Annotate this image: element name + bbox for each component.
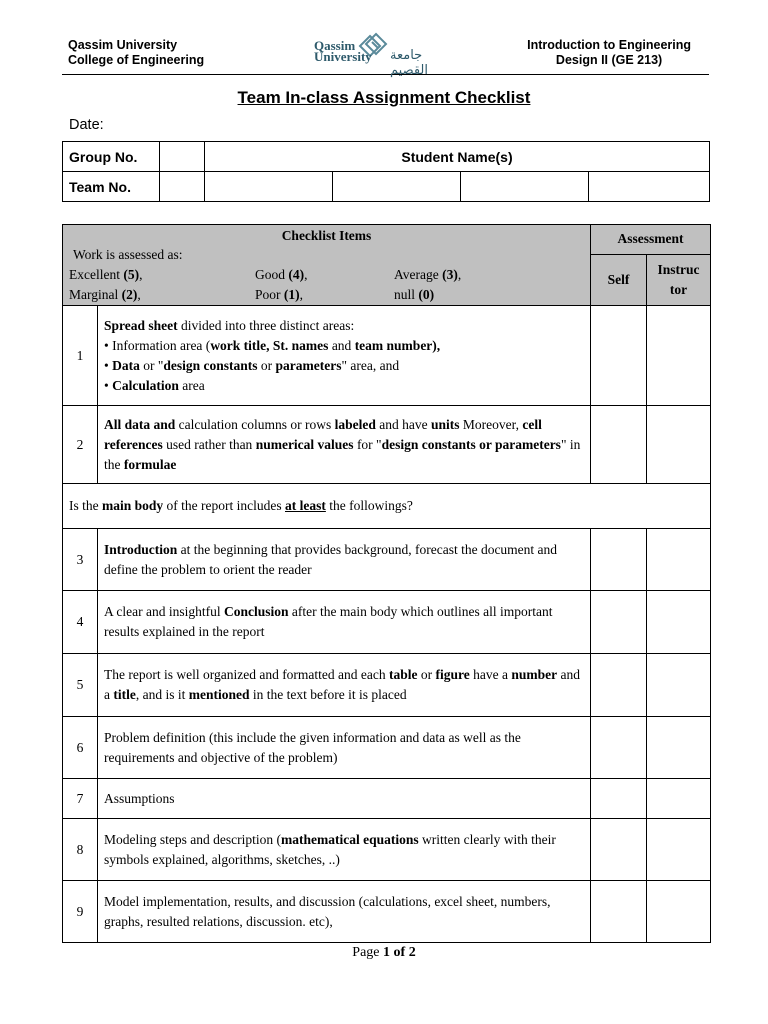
assessment-scale <box>69 265 584 305</box>
table-row <box>63 819 711 881</box>
scale-item: Excellent (5), <box>69 267 143 282</box>
self-score-cell[interactable] <box>591 591 647 654</box>
self-score-cell[interactable] <box>591 529 647 591</box>
item-number: 4 <box>63 591 98 654</box>
table-row <box>63 779 711 819</box>
page-of: of <box>393 945 406 960</box>
instructor-score-cell[interactable] <box>647 819 711 881</box>
course-name <box>527 38 691 68</box>
item-number: 6 <box>63 717 98 779</box>
instructor-score-cell[interactable] <box>647 591 711 654</box>
item-number: 1 <box>63 306 98 406</box>
table-row <box>63 654 711 717</box>
item-text: Problem definition (this include the given information and data as well as the requirements and objective of the problem) <box>98 717 591 779</box>
item-number: 7 <box>63 779 98 819</box>
course-line2: Design II (GE 213) <box>555 53 663 67</box>
table-row <box>63 591 711 654</box>
table-row <box>63 306 711 406</box>
page-title: Team In-class Assignment Checklist <box>237 88 531 107</box>
checklist-table <box>62 224 711 943</box>
instructor-score-cell[interactable] <box>647 529 711 591</box>
instructor-score-cell[interactable] <box>647 779 711 819</box>
item-text: A clear and insightful Conclusion after the main body which outlines all important results explained in the report <box>98 591 591 654</box>
item-number: 8 <box>63 819 98 881</box>
section-text: Is the main body of the report includes at least the followings? <box>63 484 711 529</box>
item-number: 2 <box>63 406 98 484</box>
item-text: Model implementation, results, and discussion (calculations, excel sheet, numbers, graphs, resulted relations, discussion. etc), <box>98 881 591 943</box>
self-label: Self <box>591 254 647 305</box>
logo-arabic: جامعة القصيم <box>390 48 428 78</box>
page-number: 1 <box>383 945 391 960</box>
page-prefix: Page <box>352 945 380 960</box>
item-number: 5 <box>63 654 98 717</box>
self-score-cell[interactable] <box>591 717 647 779</box>
student-names-label: Student Name(s) <box>205 142 710 172</box>
item-text: Modeling steps and description (mathematical equations written clearly with their symbols explained, algorithms, sketches, ..) <box>98 819 591 881</box>
item-text: All data and calculation columns or rows labeled and have units Moreover, cell references used rather than numerical values for "design constants or parameters" in the formulae <box>98 406 591 484</box>
item-text: Introduction at the beginning that provides background, forecast the document and define the problem to orient the reader <box>98 529 591 591</box>
student-name-field[interactable] <box>589 172 710 202</box>
scale-item: Poor (1), <box>255 287 304 302</box>
student-name-field[interactable] <box>461 172 589 202</box>
table-row <box>63 881 711 943</box>
course-line1: Introduction to Engineering <box>527 38 691 52</box>
self-score-cell[interactable] <box>591 779 647 819</box>
team-no-field[interactable] <box>160 172 205 202</box>
university-line: Qassim University <box>68 38 178 52</box>
college-line: College of Engineering <box>68 53 205 67</box>
university-logo <box>310 30 450 78</box>
item-text: The report is well organized and formatted and each table or figure have a number and a title, and is it mentioned in the text before it is placed <box>98 654 591 717</box>
checklist-header <box>63 225 591 306</box>
instructor-line2: tor <box>669 281 688 297</box>
item-text: Assumptions <box>98 779 591 819</box>
table-row <box>63 717 711 779</box>
logo-text-line2: University <box>314 49 372 64</box>
section-row <box>63 484 711 529</box>
assessment-label: Assessment <box>591 225 711 255</box>
page-header <box>62 30 709 78</box>
student-name-field[interactable] <box>333 172 461 202</box>
instructor-line1: Instruc <box>657 261 700 277</box>
self-score-cell[interactable] <box>591 881 647 943</box>
item-number: 9 <box>63 881 98 943</box>
instructor-label <box>647 254 711 305</box>
page-total: 2 <box>408 945 416 960</box>
table-row <box>63 406 711 484</box>
group-table <box>62 141 710 202</box>
self-score-cell[interactable] <box>591 306 647 406</box>
scale-item: null (0) <box>394 287 435 302</box>
page-footer <box>0 945 768 961</box>
scale-item: Good (4), <box>255 267 308 282</box>
instructor-score-cell[interactable] <box>647 306 711 406</box>
instructor-score-cell[interactable] <box>647 406 711 484</box>
self-score-cell[interactable] <box>591 819 647 881</box>
instructor-score-cell[interactable] <box>647 717 711 779</box>
table-row <box>63 529 711 591</box>
item-number: 3 <box>63 529 98 591</box>
logo-english <box>314 40 372 62</box>
self-score-cell[interactable] <box>591 406 647 484</box>
team-no-label: Team No. <box>63 172 160 202</box>
assessed-label: Work is assessed as: <box>73 247 183 262</box>
self-score-cell[interactable] <box>591 654 647 717</box>
logo-text-line1: Qassim <box>314 38 356 53</box>
scale-item: Average (3), <box>394 267 462 282</box>
date-label: Date: <box>69 117 104 133</box>
checklist-items-label: Checklist Items <box>281 228 372 243</box>
instructor-score-cell[interactable] <box>647 881 711 943</box>
group-no-field[interactable] <box>160 142 205 172</box>
scale-item: Marginal (2), <box>69 287 141 302</box>
instructor-score-cell[interactable] <box>647 654 711 717</box>
group-no-label: Group No. <box>63 142 160 172</box>
item-text: Spread sheet divided into three distinct areas: • Information area (work title, St. names and team number), • Data or "design constants or parameters" area, and • Calculation area <box>98 306 591 406</box>
university-name <box>68 38 204 68</box>
student-name-field[interactable] <box>205 172 333 202</box>
